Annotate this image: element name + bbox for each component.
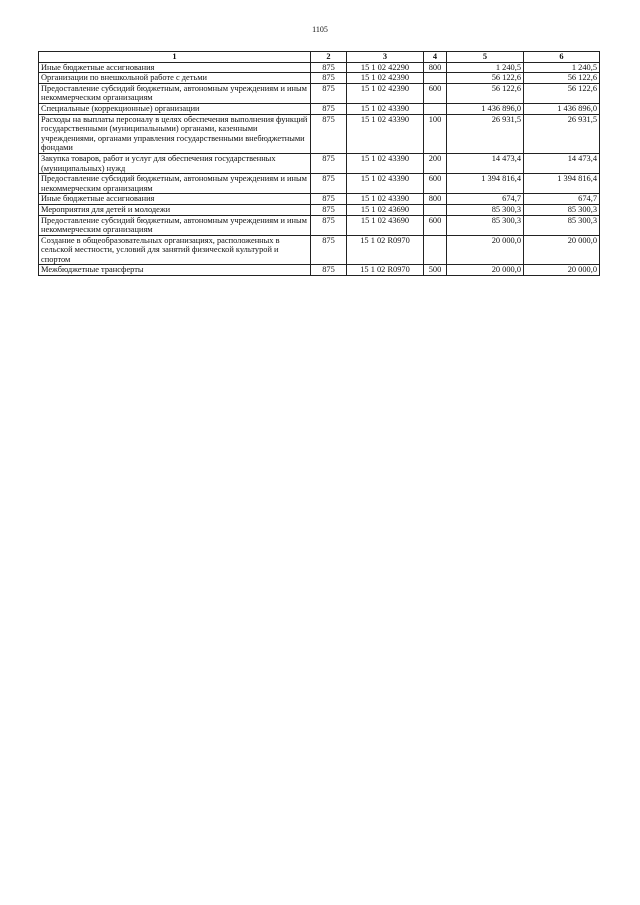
row-vr: 500 [424,265,447,276]
row-sum-2: 1 436 896,0 [524,103,600,114]
row-name: Специальные (коррекционные) организации [39,103,311,114]
row-csr: 15 1 02 43690 [347,204,424,215]
table-row [39,114,600,153]
header-col-5: 5 [447,52,524,63]
row-csr: 15 1 02 42390 [347,83,424,103]
table-row [39,103,600,114]
row-sum-2: 56 122,6 [524,73,600,84]
row-name: Мероприятия для детей и молодежи [39,204,311,215]
row-name: Предоставление субсидий бюджетным, автономным учреждениям и иным некоммерческим организациям [39,83,311,103]
row-vr: 600 [424,174,447,194]
row-sum-1: 1 394 816,4 [447,174,524,194]
row-vr [424,235,447,265]
row-ved: 875 [311,194,347,205]
header-col-1: 1 [39,52,311,63]
header-row [39,52,600,63]
row-ved: 875 [311,235,347,265]
row-sum-1: 56 122,6 [447,83,524,103]
row-sum-2: 1 240,5 [524,62,600,73]
row-vr: 100 [424,114,447,153]
row-sum-1: 85 300,3 [447,215,524,235]
row-sum-2: 26 931,5 [524,114,600,153]
header-col-2: 2 [311,52,347,63]
row-ved: 875 [311,114,347,153]
row-sum-1: 1 436 896,0 [447,103,524,114]
table-row [39,204,600,215]
row-sum-1: 674,7 [447,194,524,205]
row-csr: 15 1 02 43690 [347,215,424,235]
row-csr: 15 1 02 43390 [347,153,424,173]
row-sum-2: 20 000,0 [524,265,600,276]
row-sum-1: 20 000,0 [447,235,524,265]
row-name: Межбюджетные трансферты [39,265,311,276]
row-sum-1: 56 122,6 [447,73,524,84]
table-row [39,235,600,265]
row-ved: 875 [311,153,347,173]
row-csr: 15 1 02 R0970 [347,235,424,265]
row-sum-1: 20 000,0 [447,265,524,276]
budget-table [38,51,600,276]
row-name: Расходы на выплаты персоналу в целях обеспечения выполнения функций государственными (муниципальными) органами, казенными учреждениями, органами управления государственными внебюджетными фондами [39,114,311,153]
row-ved: 875 [311,62,347,73]
table-row [39,174,600,194]
row-vr [424,103,447,114]
row-csr: 15 1 02 43390 [347,103,424,114]
row-csr: 15 1 02 42390 [347,73,424,84]
row-name: Иные бюджетные ассигнования [39,62,311,73]
row-csr: 15 1 02 43390 [347,194,424,205]
row-sum-2: 14 473,4 [524,153,600,173]
row-vr: 600 [424,83,447,103]
row-ved: 875 [311,83,347,103]
row-ved: 875 [311,174,347,194]
row-vr: 800 [424,194,447,205]
row-sum-1: 26 931,5 [447,114,524,153]
table-row [39,194,600,205]
row-name: Предоставление субсидий бюджетным, автономным учреждениям и иным некоммерческим организациям [39,174,311,194]
row-sum-2: 85 300,3 [524,215,600,235]
row-vr [424,204,447,215]
row-csr: 15 1 02 43390 [347,174,424,194]
row-sum-2: 20 000,0 [524,235,600,265]
row-ved: 875 [311,73,347,84]
page-number: 1105 [312,25,328,34]
row-sum-2: 674,7 [524,194,600,205]
row-sum-2: 85 300,3 [524,204,600,215]
table-row [39,62,600,73]
row-name: Закупка товаров, работ и услуг для обеспечения государственных (муниципальных) нужд [39,153,311,173]
row-ved: 875 [311,215,347,235]
row-vr [424,73,447,84]
row-name: Предоставление субсидий бюджетным, автономным учреждениям и иным некоммерческим организациям [39,215,311,235]
row-sum-2: 1 394 816,4 [524,174,600,194]
row-sum-1: 85 300,3 [447,204,524,215]
row-vr: 600 [424,215,447,235]
row-name: Организации по внешкольной работе с детьми [39,73,311,84]
table-row [39,215,600,235]
row-csr: 15 1 02 43390 [347,114,424,153]
row-csr: 15 1 02 R0970 [347,265,424,276]
row-vr: 200 [424,153,447,173]
row-sum-1: 14 473,4 [447,153,524,173]
row-name: Иные бюджетные ассигнования [39,194,311,205]
table-row [39,153,600,173]
row-ved: 875 [311,204,347,215]
header-col-6: 6 [524,52,600,63]
row-sum-2: 56 122,6 [524,83,600,103]
table-row [39,265,600,276]
row-vr: 800 [424,62,447,73]
row-ved: 875 [311,103,347,114]
row-csr: 15 1 02 42290 [347,62,424,73]
row-name: Создание в общеобразовательных организациях, расположенных в сельской местности, условий для занятий физической культурой и спортом [39,235,311,265]
row-ved: 875 [311,265,347,276]
row-sum-1: 1 240,5 [447,62,524,73]
header-col-4: 4 [424,52,447,63]
table-row [39,83,600,103]
header-col-3: 3 [347,52,424,63]
table-row [39,73,600,84]
